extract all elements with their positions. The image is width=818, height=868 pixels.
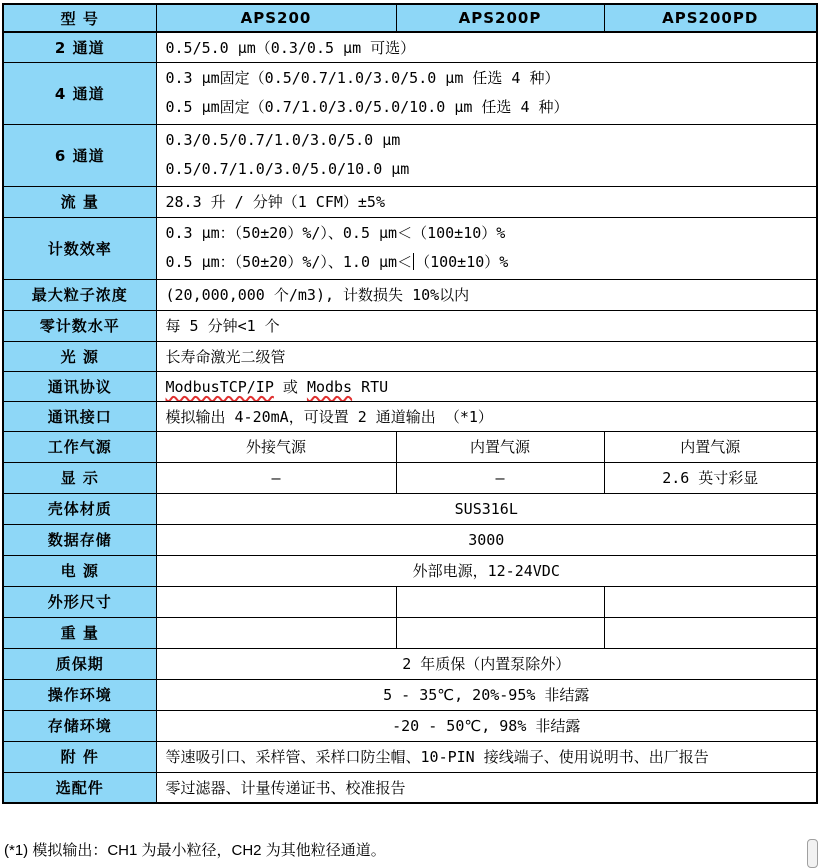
row-label: 通讯协议 xyxy=(3,371,156,401)
cell-power-supply-value: 外部电源，12-24VDC xyxy=(156,555,817,586)
cell-line-1: 0.3/0.5/0.7/1.0/3.0/5.0 μm xyxy=(165,131,401,149)
row-operating-environment xyxy=(3,679,817,710)
spellcheck-word-modbustcpip: ModbusTCP/IP xyxy=(165,377,274,396)
cell-display-aps200pd: 2.6 英寸彩显 xyxy=(604,462,817,493)
cell-counting-efficiency-value xyxy=(156,217,817,279)
cell-max-concentration-value: (20,000,000 个/m3), 计数损失 10%以内 xyxy=(156,279,817,310)
cell-line-1: 0.3 μm固定（0.5/0.7/1.0/3.0/5.0 μm 任选 4 种） xyxy=(165,69,560,87)
row-light-source xyxy=(3,341,817,371)
row-comm-interface xyxy=(3,401,817,431)
cell-dimensions-aps200 xyxy=(156,586,396,617)
row-label: 通讯接口 xyxy=(3,401,156,431)
cell-6-channel-value xyxy=(156,124,817,186)
row-dimensions xyxy=(3,586,817,617)
cell-weight-aps200 xyxy=(156,617,396,648)
row-label: 数据存储 xyxy=(3,524,156,555)
row-label: 操作环境 xyxy=(3,679,156,710)
scrollbar-thumb[interactable] xyxy=(807,839,818,868)
row-data-storage xyxy=(3,524,817,555)
row-label: 零计数水平 xyxy=(3,310,156,341)
cell-line-2-part-b: （100±10）% xyxy=(415,253,509,271)
protocol-or-text: 或 xyxy=(273,377,307,396)
row-label: 6 通道 xyxy=(3,124,156,186)
cell-comm-protocol-value xyxy=(156,371,817,401)
header-model-aps200p: APS200P xyxy=(396,4,604,32)
cell-line-2-part-a: 0.5 μm：（50±20）%/）、1.0 μm＜ xyxy=(165,253,413,271)
footnote-analog-output: (*1) 模拟输出：CH1 为最小粒径，CH2 为其他粒径通道。 xyxy=(4,842,386,859)
cell-air-source-aps200: 外接气源 xyxy=(156,431,396,462)
row-6-channel xyxy=(3,124,817,186)
cell-air-source-aps200pd: 内置气源 xyxy=(604,431,817,462)
cell-warranty-value: 2 年质保（内置泵除外） xyxy=(156,648,817,679)
row-display xyxy=(3,462,817,493)
row-label: 流 量 xyxy=(3,186,156,217)
cell-operating-environment-value: 5 - 35℃, 20%-95% 非结露 xyxy=(156,679,817,710)
row-label: 计数效率 xyxy=(3,217,156,279)
row-warranty xyxy=(3,648,817,679)
cell-housing-material-value: SUS316L xyxy=(156,493,817,524)
cell-air-source-aps200p: 内置气源 xyxy=(396,431,604,462)
cell-comm-interface-value: 模拟输出 4-20mA，可设置 2 通道输出 （*1） xyxy=(156,401,817,431)
row-label: 存储环境 xyxy=(3,710,156,741)
cell-weight-aps200pd xyxy=(604,617,817,648)
row-label: 光 源 xyxy=(3,341,156,371)
row-label: 重 量 xyxy=(3,617,156,648)
row-counting-efficiency xyxy=(3,217,817,279)
cell-storage-environment-value: -20 - 50℃, 98% 非结露 xyxy=(156,710,817,741)
row-label: 2 通道 xyxy=(3,32,156,62)
row-storage-environment xyxy=(3,710,817,741)
cell-zero-count-value: 每 5 分钟<1 个 xyxy=(156,310,817,341)
row-air-source xyxy=(3,431,817,462)
cell-line-2: 0.5 μm固定（0.7/1.0/3.0/5.0/10.0 μm 任选 4 种） xyxy=(165,98,569,116)
cell-dimensions-aps200pd xyxy=(604,586,817,617)
cell-data-storage-value: 3000 xyxy=(156,524,817,555)
row-accessories xyxy=(3,741,817,772)
cell-accessories-value: 等速吸引口、采样管、采样口防尘帽、10-PIN 接线端子、使用说明书、出厂报告 xyxy=(156,741,817,772)
row-max-concentration xyxy=(3,279,817,310)
cell-line-2: 0.5/0.7/1.0/3.0/5.0/10.0 μm xyxy=(165,160,410,178)
header-model-aps200pd: APS200PD xyxy=(604,4,817,32)
row-label: 电 源 xyxy=(3,555,156,586)
row-label: 4 通道 xyxy=(3,62,156,124)
row-zero-count xyxy=(3,310,817,341)
cell-optional-parts-value: 零过滤器、计量传递证书、校准报告 xyxy=(156,772,817,803)
text-caret xyxy=(413,253,414,270)
cell-line-2 xyxy=(166,248,817,277)
spec-table xyxy=(2,3,818,804)
row-label: 最大粒子浓度 xyxy=(3,279,156,310)
row-label: 工作气源 xyxy=(3,431,156,462)
cell-2-channel-value: 0.5/5.0 μm（0.3/0.5 μm 可选） xyxy=(156,32,817,62)
cell-light-source-value: 长寿命激光二级管 xyxy=(156,341,817,371)
cell-flow-rate-value: 28.3 升 / 分钟（1 CFM）±5% xyxy=(156,186,817,217)
header-row xyxy=(3,4,817,32)
row-flow-rate xyxy=(3,186,817,217)
row-label: 外形尺寸 xyxy=(3,586,156,617)
cell-weight-aps200p xyxy=(396,617,604,648)
cell-display-aps200: – xyxy=(156,462,396,493)
row-weight xyxy=(3,617,817,648)
row-label: 质保期 xyxy=(3,648,156,679)
header-model-label: 型 号 xyxy=(3,4,156,32)
cell-display-aps200p: – xyxy=(396,462,604,493)
row-2-channel xyxy=(3,32,817,62)
cell-line-1: 0.3 μm：（50±20）%/）、0.5 μm＜（100±10）% xyxy=(165,224,506,242)
row-power-supply xyxy=(3,555,817,586)
row-label: 显 示 xyxy=(3,462,156,493)
header-model-aps200: APS200 xyxy=(156,4,396,32)
protocol-rtu-text: RTU xyxy=(352,377,389,396)
cell-4-channel-value xyxy=(156,62,817,124)
row-housing-material xyxy=(3,493,817,524)
cell-dimensions-aps200p xyxy=(396,586,604,617)
row-label: 附 件 xyxy=(3,741,156,772)
spellcheck-word-modbs: Modbs xyxy=(306,377,353,396)
row-4-channel xyxy=(3,62,817,124)
row-label: 选配件 xyxy=(3,772,156,803)
row-optional-parts xyxy=(3,772,817,803)
row-comm-protocol xyxy=(3,371,817,401)
row-label: 壳体材质 xyxy=(3,493,156,524)
